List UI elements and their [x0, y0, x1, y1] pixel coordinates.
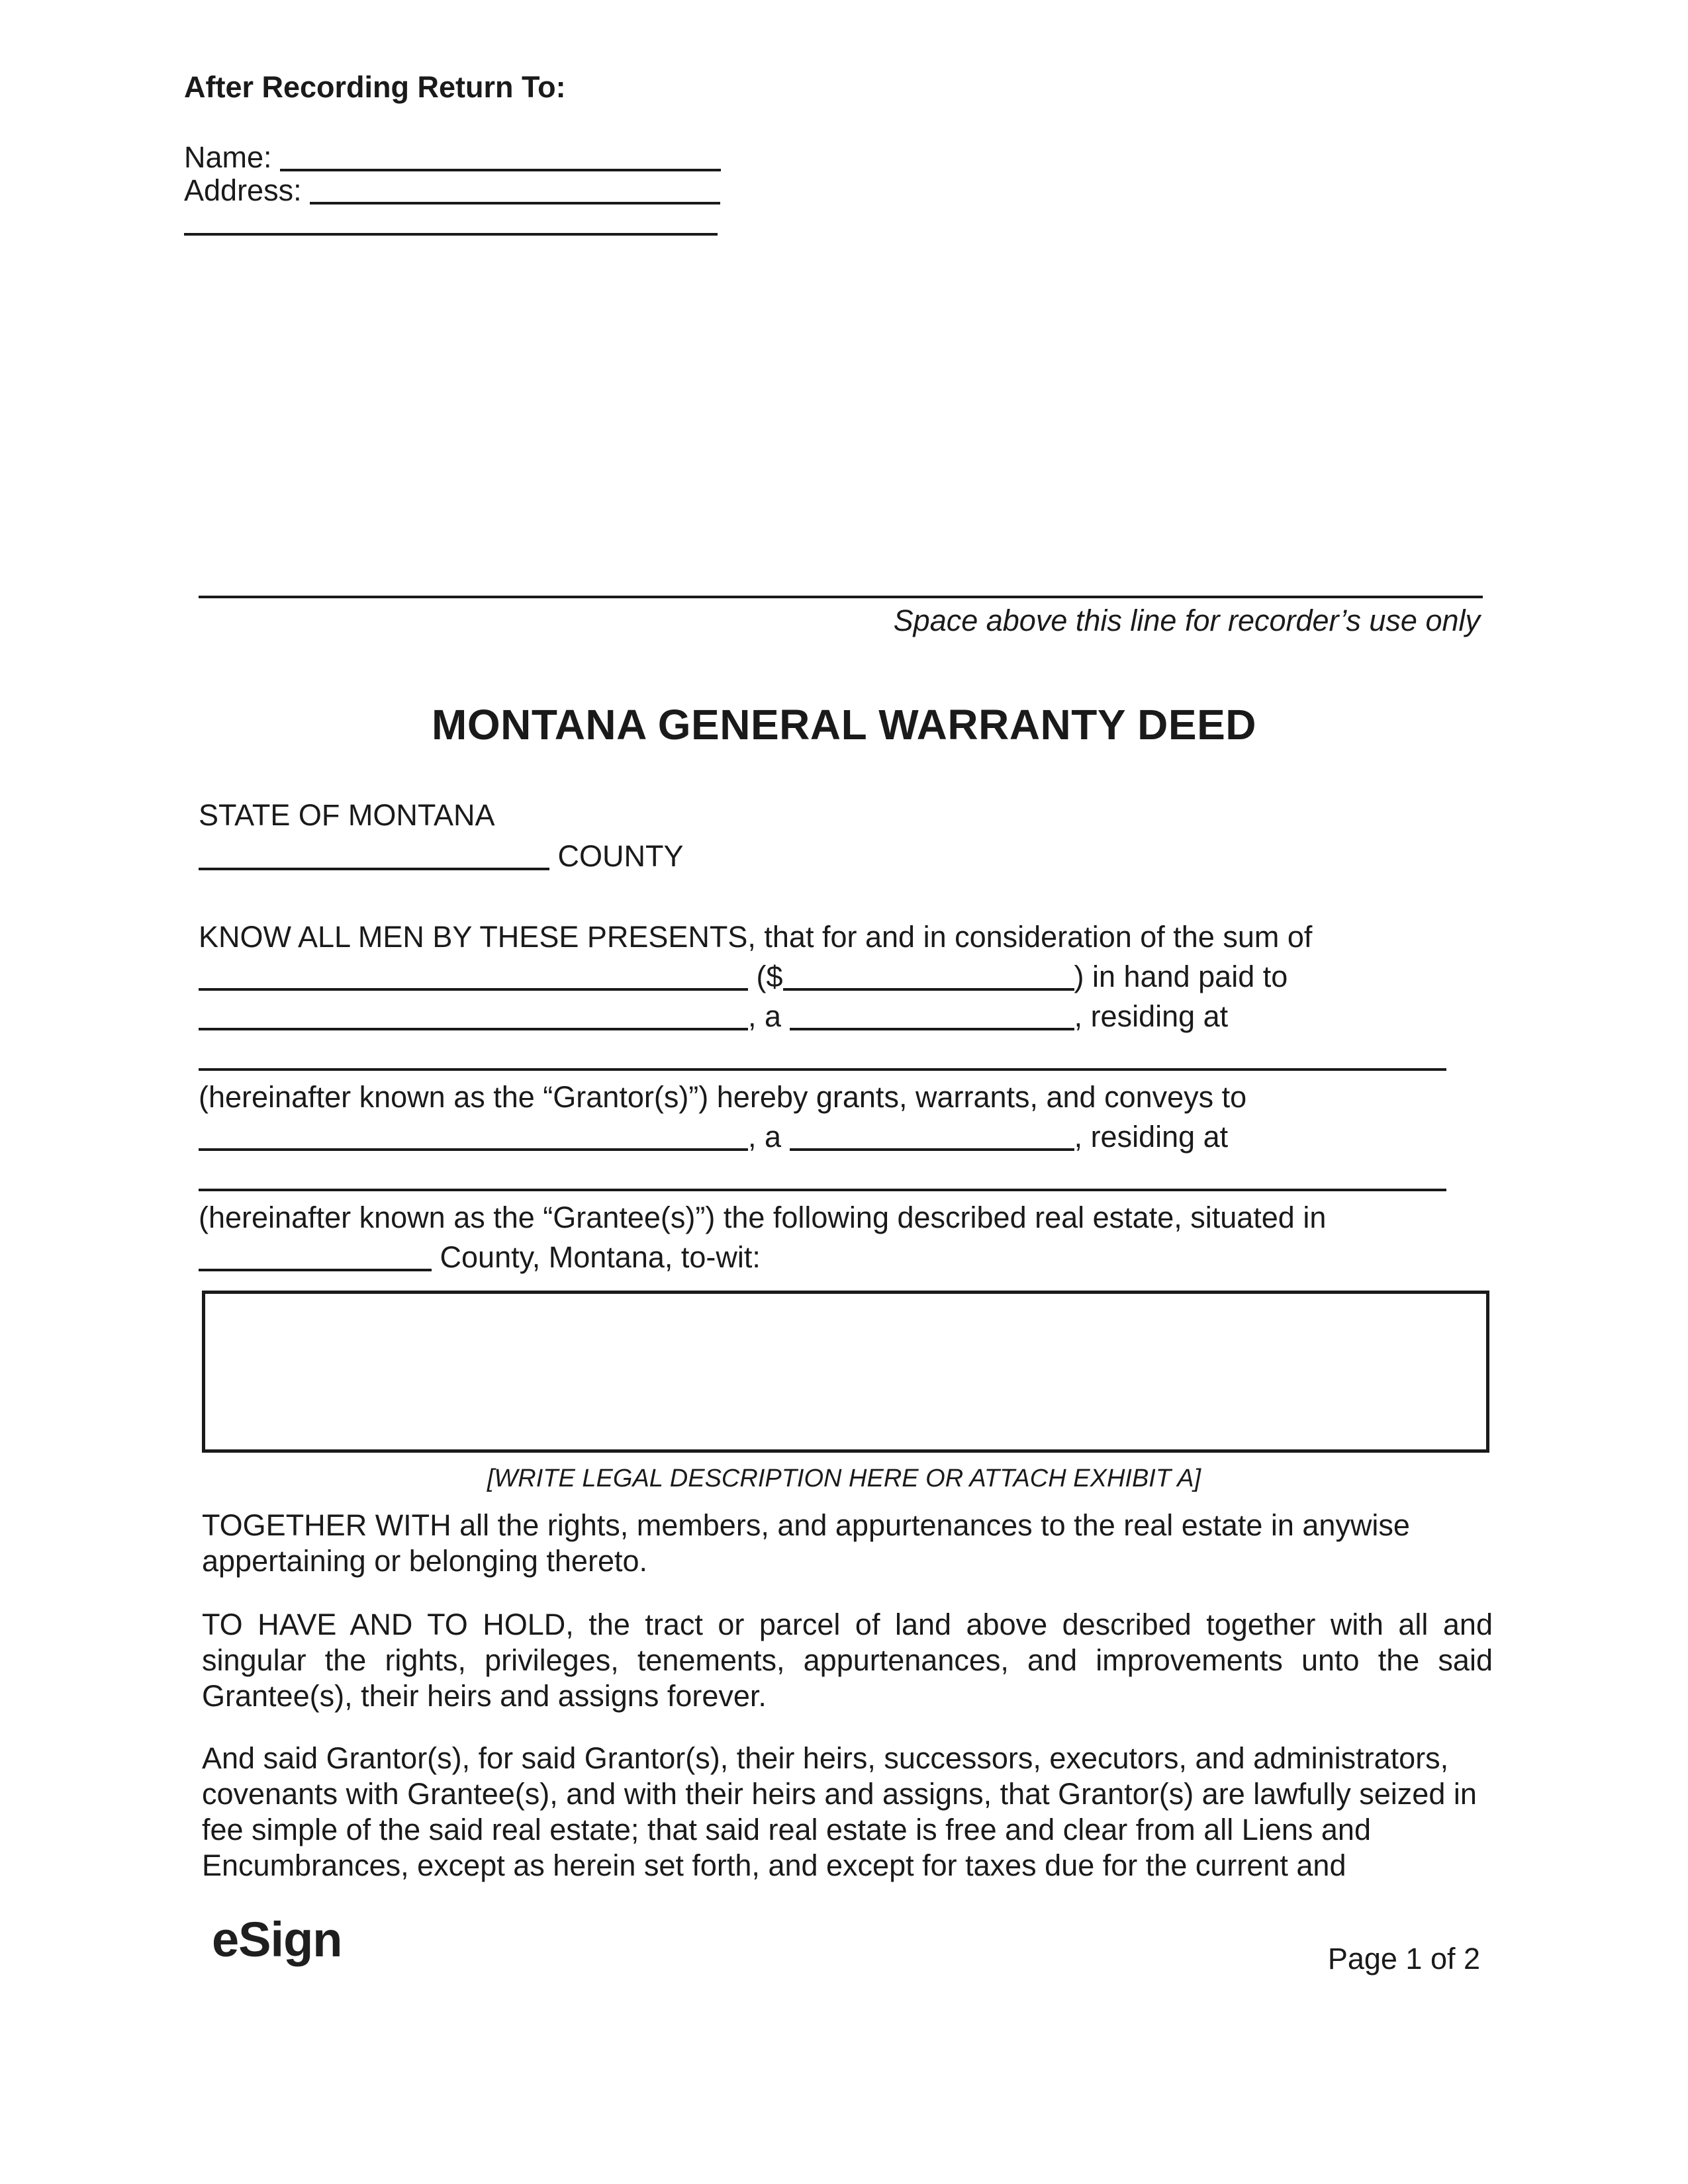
grantor-name-blank[interactable]: [199, 1001, 748, 1030]
grantee-status-blank[interactable]: [790, 1122, 1074, 1151]
grantor-residing-text: , residing at: [1074, 999, 1229, 1033]
property-county-blank[interactable]: [199, 1242, 432, 1271]
return-to-heading: After Recording Return To:: [184, 70, 566, 104]
recorder-divider: [199, 596, 1483, 598]
legal-description-instruction: [WRITE LEGAL DESCRIPTION HERE OR ATTACH EXHIBIT A]: [487, 1465, 1201, 1492]
county-blank[interactable]: [199, 841, 549, 870]
property-county-text: County, Montana, to-wit:: [440, 1240, 761, 1274]
to-have-paragraph: TO HAVE AND TO HOLD, the tract or parcel of land above described together with all and singular the rights, privileges, tenements, appurtenances, and improvements unto the said Grantee(s), their heirs and assigns forever.: [202, 1608, 1493, 1713]
recorder-note: Space above this line for recorder’s use only: [893, 604, 1480, 637]
county-label: COUNTY: [557, 839, 684, 873]
grantor-name-row: [199, 999, 1228, 1034]
grantee-residing-text: , residing at: [1074, 1120, 1229, 1154]
document-title: MONTANA GENERAL WARRANTY DEED: [432, 701, 1256, 749]
name-field-row: [184, 140, 721, 175]
grantee-name-row: [199, 1120, 1228, 1154]
grantee-a-text: , a: [748, 1120, 782, 1154]
amount-words-blank[interactable]: [199, 962, 748, 991]
covenants-paragraph: And said Grantor(s), for said Grantor(s), their heirs, successors, executors, and administrators, covenants with Grantee(s), and with their heirs and assigns, that Grantor(s) are lawfully seized in fee simple of the said real estate; that said real estate is free and clear from all Liens and Encumbrances, except as herein set forth, and except for taxes due for the current and: [202, 1741, 1477, 1882]
page-number: Page 1 of 2: [1327, 1942, 1480, 1976]
consideration-line: KNOW ALL MEN BY THESE PRESENTS, that for and in consideration of the sum of: [199, 920, 1313, 954]
amount-dollars-blank[interactable]: [783, 962, 1074, 991]
grantee-address-blank[interactable]: [199, 1189, 1446, 1191]
grantor-a-text: , a: [748, 999, 782, 1033]
together-paragraph: TOGETHER WITH all the rights, members, and appurtenances to the real estate in anywise appertaining or belonging thereto.: [202, 1508, 1410, 1578]
address-label: Address:: [184, 173, 302, 207]
address-blank[interactable]: [310, 175, 720, 205]
county-row: [199, 839, 684, 874]
legal-description-box[interactable]: [202, 1291, 1489, 1453]
state-line: STATE OF MONTANA: [199, 798, 495, 832]
name-blank[interactable]: [280, 142, 721, 171]
property-county-row: [199, 1240, 761, 1275]
paid-to-text: ) in hand paid to: [1074, 960, 1288, 993]
grantor-address-blank[interactable]: [199, 1068, 1446, 1071]
dollar-open: ($: [756, 960, 783, 993]
address-line-2-blank[interactable]: [184, 233, 718, 236]
consideration-amount-row: [199, 960, 1288, 994]
grantee-name-blank[interactable]: [199, 1122, 748, 1151]
esign-logo: eSign: [212, 1912, 342, 1967]
grantor-clause: (hereinafter known as the “Grantor(s)”) hereby grants, warrants, and conveys to: [199, 1080, 1247, 1114]
grantee-clause: (hereinafter known as the “Grantee(s)”) the following described real estate, situated in: [199, 1201, 1327, 1234]
grantor-status-blank[interactable]: [790, 1001, 1074, 1030]
name-label: Name:: [184, 140, 272, 174]
address-field-row: [184, 173, 720, 208]
